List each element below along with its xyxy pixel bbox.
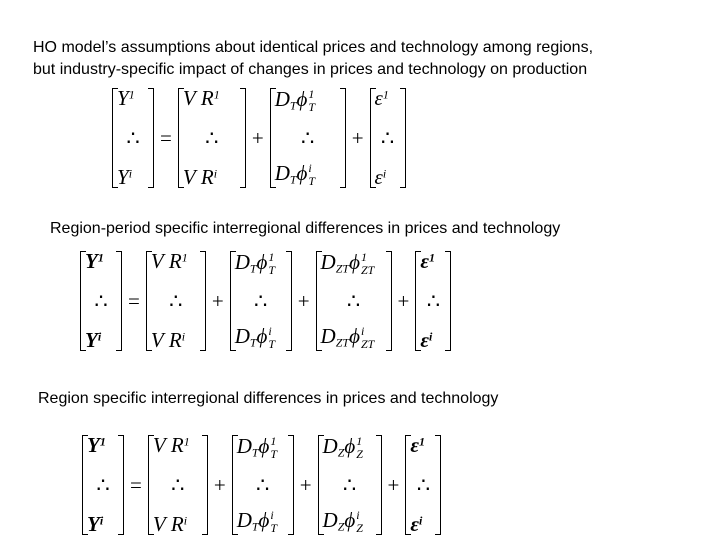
region-caption: Region specific interregional differences in prices and technology: [38, 390, 499, 407]
equals-sign: =: [128, 288, 140, 313]
region-equation: [82, 435, 441, 535]
plus-sign: +: [387, 472, 400, 497]
y-vector: $Y^1$ ∴ $Y^i$: [80, 251, 122, 351]
plus-sign: +: [397, 288, 410, 313]
equals-sign: =: [160, 125, 172, 150]
equals-sign: =: [130, 472, 142, 497]
plus-sign: +: [211, 288, 224, 313]
technology-term-t: $D_T\phi$ 1 T ∴ $D_T\phi$ i T: [270, 88, 346, 188]
plus-sign: +: [251, 125, 264, 150]
epsilon-vector: $\varepsilon^1$ ∴ $\varepsilon^i$: [415, 251, 451, 351]
technology-term-t: $D_T\phi$ 1 T ∴ $D_T\phi$ i T: [232, 435, 294, 535]
vr-matrix: V $R^1$ ∴ V $R^i$: [178, 88, 246, 188]
ho-caption-line2: but industry-specific impact of changes in prices and technology on production: [33, 61, 588, 78]
region-period-caption: Region-period specific interregional differences in prices and technology: [50, 220, 561, 237]
y-vector: $Y^1$ ∴ $Y^i$: [112, 88, 154, 188]
plus-sign: +: [213, 472, 226, 497]
ho-caption-line1: HO model’s assumptions about identical prices and technology among regions,: [33, 39, 594, 56]
region-period-equation: [80, 251, 451, 351]
plus-sign: +: [351, 125, 364, 150]
vr-matrix: V $R^1$ ∴ V $R^i$: [148, 435, 208, 535]
y-vector: $Y^1$ ∴ $Y^i$: [82, 435, 124, 535]
technology-term-zt: $D_{ZT}\phi$ 1 ZT ∴ $D_{ZT}\phi$ i ZT: [316, 251, 392, 351]
plus-sign: +: [299, 472, 312, 497]
ho-model-equation: [112, 88, 406, 188]
technology-term-t: $D_T\phi$ 1 T ∴ $D_T\phi$ i T: [230, 251, 292, 351]
epsilon-vector: $\varepsilon^1$ ∴ $\varepsilon^i$: [405, 435, 441, 535]
technology-term-z: $D_Z\phi$ 1 Z ∴ $D_Z\phi$ i Z: [318, 435, 382, 535]
plus-sign: +: [297, 288, 310, 313]
vr-matrix: V $R^1$ ∴ V $R^i$: [146, 251, 206, 351]
epsilon-vector: $\varepsilon^1$ ∴ $\varepsilon^i$: [370, 88, 406, 188]
